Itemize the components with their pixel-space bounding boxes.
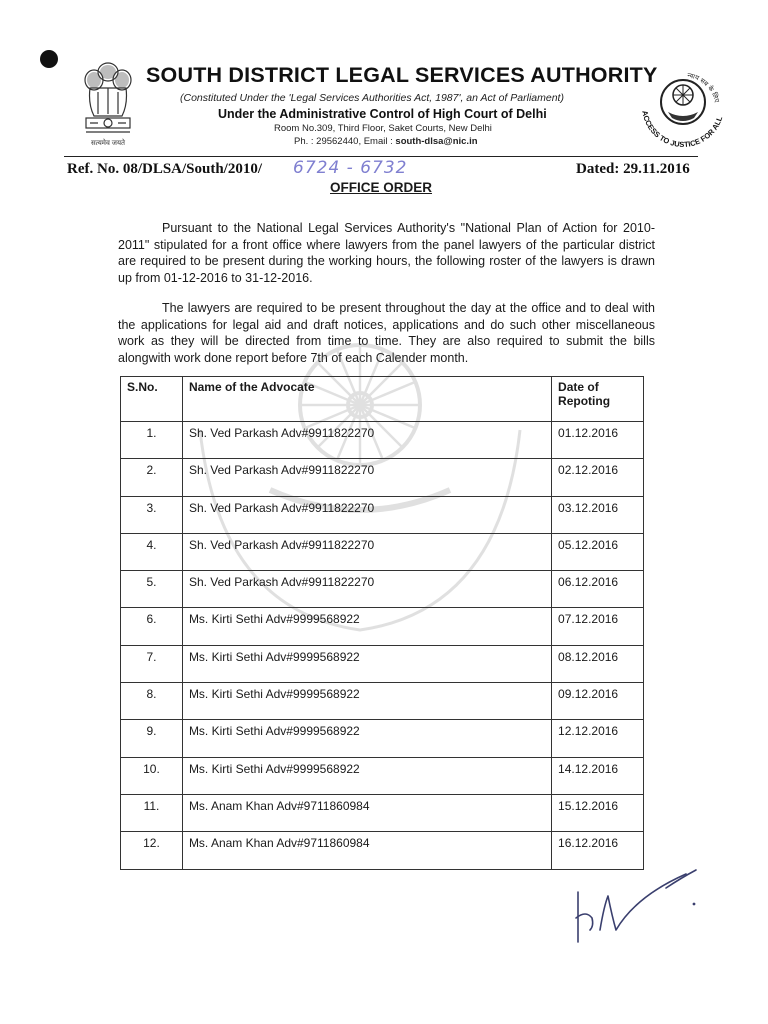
row-advocate-name: Ms. Kirti Sethi Adv#9999568922 — [182, 757, 551, 794]
order-date: Dated: 29.11.2016 — [576, 161, 690, 177]
table-row — [121, 720, 644, 757]
reference-number: Ref. No. 08/DLSA/South/2010/ — [67, 161, 263, 177]
table-row — [121, 496, 644, 533]
row-date: 15.12.2016 — [552, 794, 644, 831]
row-date: 05.12.2016 — [552, 533, 644, 570]
row-date: 08.12.2016 — [552, 645, 644, 682]
row-advocate-name: Ms. Anam Khan Adv#9711860984 — [182, 794, 551, 831]
row-sno: 8. — [121, 683, 183, 720]
authority-title: SOUTH DISTRICT LEGAL SERVICES AUTHORITY — [146, 63, 658, 87]
header-sno: S.No. — [121, 377, 183, 422]
row-sno: 1. — [121, 422, 183, 459]
contact-line — [294, 136, 478, 147]
row-advocate-name: Sh. Ved Parkash Adv#9911822270 — [182, 422, 551, 459]
row-advocate-name: Ms. Kirti Sethi Adv#9999568922 — [182, 645, 551, 682]
table-row — [121, 571, 644, 608]
row-sno: 7. — [121, 645, 183, 682]
row-date: 02.12.2016 — [552, 459, 644, 496]
paragraph-2-text: The lawyers are required to be present throughout the day at the office and to deal with the applications for legal aid and draft notices, applications and do such other miscellaneous work as they will be directed from time to time. They are also required to submit the bills alongwith work done report before 7th of each Calender month. — [118, 301, 655, 365]
handwritten-dispatch-number: 6724 - 6732 — [293, 158, 408, 178]
row-date: 07.12.2016 — [552, 608, 644, 645]
table-row — [121, 645, 644, 682]
row-sno: 3. — [121, 496, 183, 533]
logo-bottom-text: ACCESS TO JUSTICE FOR ALL — [640, 109, 725, 150]
row-advocate-name: Ms. Anam Khan Adv#9711860984 — [182, 832, 551, 869]
row-sno: 5. — [121, 571, 183, 608]
row-date: 01.12.2016 — [552, 422, 644, 459]
row-date: 12.12.2016 — [552, 720, 644, 757]
row-sno: 2. — [121, 459, 183, 496]
paragraph-1-text: Pursuant to the National Legal Services Authority's "National Plan of Action for 2010-2011" stipulated for a front office where lawyers from the panel lawyers of the particular district are required to be present during the working hours, the following roster of the lawyers is drawn up from 01-12-2016 to 31-12-2016. — [118, 221, 655, 285]
header-divider — [64, 156, 698, 157]
email-text: south-dlsa@nic.in — [395, 136, 478, 147]
row-advocate-name: Ms. Kirti Sethi Adv#9999568922 — [182, 608, 551, 645]
header-reporting-date: Date of Repoting — [552, 377, 644, 422]
table-row — [121, 608, 644, 645]
lawyer-roster-table — [120, 376, 644, 870]
row-advocate-name: Ms. Kirti Sethi Adv#9999568922 — [182, 720, 551, 757]
office-address: Room No.309, Third Floor, Saket Courts, New Delhi — [274, 123, 492, 134]
row-advocate-name: Sh. Ved Parkash Adv#9911822270 — [182, 496, 551, 533]
row-sno: 11. — [121, 794, 183, 831]
row-sno: 12. — [121, 832, 183, 869]
table-row — [121, 832, 644, 869]
row-advocate-name: Sh. Ved Parkash Adv#9911822270 — [182, 571, 551, 608]
row-date: 06.12.2016 — [552, 571, 644, 608]
row-sno: 6. — [121, 608, 183, 645]
phone-text: Ph. : 29562440, Email : — [294, 136, 396, 147]
row-date: 03.12.2016 — [552, 496, 644, 533]
order-title: OFFICE ORDER — [330, 180, 433, 195]
svg-text:ACCESS TO JUSTICE FOR ALL — [640, 110, 724, 149]
table-row — [121, 533, 644, 570]
row-advocate-name: Ms. Kirti Sethi Adv#9999568922 — [182, 683, 551, 720]
row-advocate-name: Sh. Ved Parkash Adv#9911822270 — [182, 459, 551, 496]
header-advocate-name: Name of the Advocate — [182, 377, 551, 422]
row-sno: 4. — [121, 533, 183, 570]
administrative-control-line: Under the Administrative Control of High Court of Delhi — [218, 107, 547, 121]
row-date: 09.12.2016 — [552, 683, 644, 720]
table-row — [121, 757, 644, 794]
constitution-subtitle: (Constituted Under the 'Legal Services Authorities Act, 1987', an Act of Parliament) — [180, 92, 564, 104]
legal-services-logo-icon — [628, 62, 738, 152]
row-sno: 9. — [121, 720, 183, 757]
signature-icon — [566, 866, 706, 946]
row-sno: 10. — [121, 757, 183, 794]
row-date: 14.12.2016 — [552, 757, 644, 794]
paragraph-1 — [118, 220, 655, 286]
row-date: 16.12.2016 — [552, 832, 644, 869]
table-row — [121, 422, 644, 459]
emblem-motto: सत्यमेव जयते — [90, 140, 126, 147]
table-row — [121, 794, 644, 831]
table-row — [121, 683, 644, 720]
table-header-row — [121, 377, 644, 422]
punch-hole — [40, 50, 58, 68]
table-row — [121, 459, 644, 496]
row-advocate-name: Sh. Ved Parkash Adv#9911822270 — [182, 533, 551, 570]
logo-top-text: न्याय सब के लिए — [686, 71, 722, 104]
